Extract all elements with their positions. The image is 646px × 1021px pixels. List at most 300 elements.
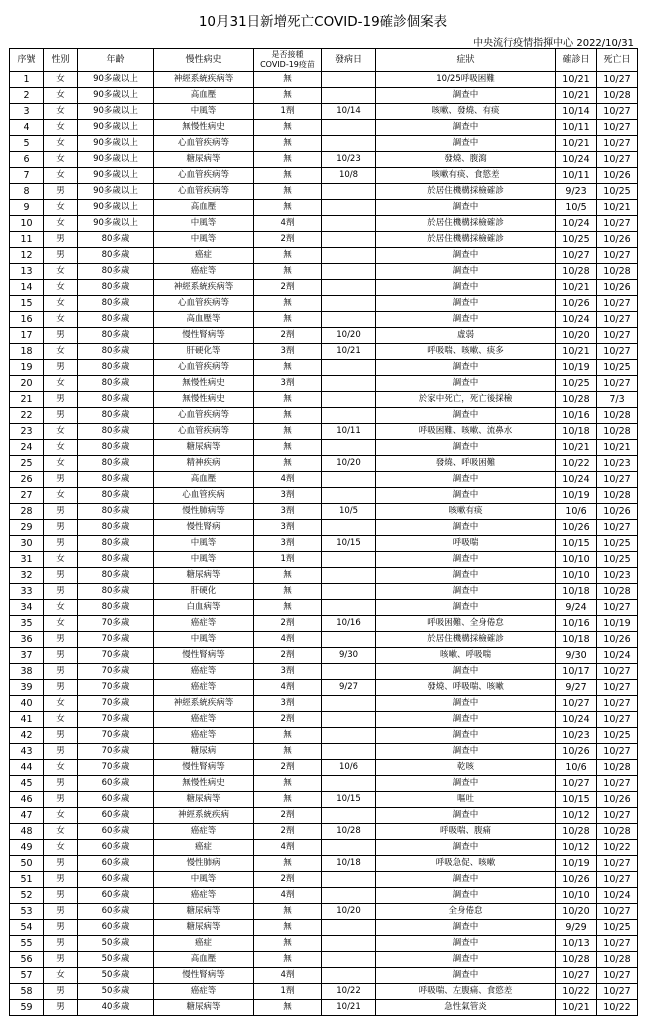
cell-confirm-date: 10/23 xyxy=(556,728,597,744)
cell-symptoms: 呼吸困難、咳嗽、流鼻水 xyxy=(376,424,556,440)
cell-sex: 男 xyxy=(44,632,78,648)
cell-death-date: 10/27 xyxy=(597,472,638,488)
cell-vaccine: 2劑 xyxy=(254,824,322,840)
cell-symptoms: 調查中 xyxy=(376,744,556,760)
cell-sex: 男 xyxy=(44,936,78,952)
cell-age: 80多歲 xyxy=(78,280,154,296)
cell-onset: 10/23 xyxy=(322,152,376,168)
cell-onset: 10/22 xyxy=(322,984,376,1000)
cell-chronic: 高血壓 xyxy=(154,200,254,216)
cell-age: 60多歲 xyxy=(78,872,154,888)
cell-confirm-date: 10/25 xyxy=(556,376,597,392)
cell-onset xyxy=(322,264,376,280)
cell-sex: 女 xyxy=(44,136,78,152)
cell-chronic: 癌症等 xyxy=(154,888,254,904)
cell-symptoms: 調查中 xyxy=(376,888,556,904)
cell-symptoms: 調查中 xyxy=(376,248,556,264)
cell-confirm-date: 10/21 xyxy=(556,88,597,104)
cell-symptoms: 10/25呼吸困難 xyxy=(376,72,556,88)
cell-confirm-date: 10/12 xyxy=(556,808,597,824)
table-row xyxy=(10,120,638,136)
cell-no: 59 xyxy=(10,1000,44,1016)
cell-death-date: 10/22 xyxy=(597,840,638,856)
cell-chronic: 慢性腎病等 xyxy=(154,648,254,664)
cell-vaccine: 無 xyxy=(254,792,322,808)
cell-death-date: 10/27 xyxy=(597,152,638,168)
cell-sex: 男 xyxy=(44,792,78,808)
cell-age: 80多歲 xyxy=(78,344,154,360)
cell-death-date: 10/27 xyxy=(597,984,638,1000)
cell-onset: 10/15 xyxy=(322,536,376,552)
cell-chronic: 糖尿病等 xyxy=(154,1000,254,1016)
cell-symptoms: 調查中 xyxy=(376,728,556,744)
cell-sex: 女 xyxy=(44,264,78,280)
cell-sex: 男 xyxy=(44,232,78,248)
cell-chronic: 糖尿病等 xyxy=(154,792,254,808)
table-row xyxy=(10,552,638,568)
cell-confirm-date: 10/27 xyxy=(556,248,597,264)
cell-no: 2 xyxy=(10,88,44,104)
cell-chronic: 神經系統疾病等 xyxy=(154,280,254,296)
cell-onset xyxy=(322,936,376,952)
cell-vaccine: 無 xyxy=(254,184,322,200)
cell-symptoms: 調查中 xyxy=(376,936,556,952)
cell-no: 6 xyxy=(10,152,44,168)
cell-vaccine: 無 xyxy=(254,856,322,872)
cell-chronic: 肝硬化 xyxy=(154,584,254,600)
cell-chronic: 心血管疾病等 xyxy=(154,168,254,184)
cell-age: 60多歲 xyxy=(78,920,154,936)
cell-onset xyxy=(322,712,376,728)
cell-onset: 10/28 xyxy=(322,824,376,840)
cell-death-date: 10/28 xyxy=(597,264,638,280)
header-confirm: 確診日 xyxy=(556,49,597,72)
cell-confirm-date: 10/18 xyxy=(556,584,597,600)
cell-confirm-date: 10/21 xyxy=(556,1000,597,1016)
cell-sex: 男 xyxy=(44,744,78,760)
cell-confirm-date: 10/21 xyxy=(556,440,597,456)
cell-death-date: 10/27 xyxy=(597,856,638,872)
cell-sex: 女 xyxy=(44,760,78,776)
cell-vaccine: 無 xyxy=(254,1000,322,1016)
cell-onset xyxy=(322,568,376,584)
cell-onset: 10/14 xyxy=(322,104,376,120)
cell-chronic: 肝硬化等 xyxy=(154,344,254,360)
cell-death-date: 10/28 xyxy=(597,424,638,440)
cell-sex: 男 xyxy=(44,648,78,664)
cell-death-date: 10/26 xyxy=(597,632,638,648)
table-row xyxy=(10,168,638,184)
cell-chronic: 癌症等 xyxy=(154,664,254,680)
cell-sex: 女 xyxy=(44,456,78,472)
cell-sex: 女 xyxy=(44,120,78,136)
cell-vaccine: 3劑 xyxy=(254,488,322,504)
cell-chronic: 癌症等 xyxy=(154,680,254,696)
cell-symptoms: 發燒、腹瀉 xyxy=(376,152,556,168)
cell-death-date: 10/25 xyxy=(597,920,638,936)
cell-death-date: 10/27 xyxy=(597,312,638,328)
cell-sex: 女 xyxy=(44,424,78,440)
cell-no: 10 xyxy=(10,216,44,232)
table-row xyxy=(10,248,638,264)
cell-age: 70多歲 xyxy=(78,760,154,776)
cell-death-date: 10/25 xyxy=(597,536,638,552)
cell-sex: 女 xyxy=(44,280,78,296)
cell-vaccine: 4劑 xyxy=(254,888,322,904)
death-case-table xyxy=(9,48,638,1016)
cell-onset: 10/20 xyxy=(322,456,376,472)
cell-symptoms: 調查中 xyxy=(376,584,556,600)
cell-no: 4 xyxy=(10,120,44,136)
cell-vaccine: 1劑 xyxy=(254,984,322,1000)
cell-confirm-date: 10/11 xyxy=(556,120,597,136)
cell-age: 90多歲以上 xyxy=(78,184,154,200)
cell-age: 70多歲 xyxy=(78,744,154,760)
cell-age: 80多歲 xyxy=(78,232,154,248)
cell-age: 80多歲 xyxy=(78,264,154,280)
cell-onset: 10/16 xyxy=(322,616,376,632)
cell-chronic: 無慢性病史 xyxy=(154,392,254,408)
cell-chronic: 慢性肺病等 xyxy=(154,504,254,520)
table-row xyxy=(10,968,638,984)
cell-no: 1 xyxy=(10,72,44,88)
cell-age: 90多歲以上 xyxy=(78,72,154,88)
cell-symptoms: 咳嗽有痰 xyxy=(376,504,556,520)
cell-vaccine: 無 xyxy=(254,776,322,792)
cell-no: 28 xyxy=(10,504,44,520)
cell-symptoms: 呼吸喘、腹痛 xyxy=(376,824,556,840)
cell-symptoms: 調查中 xyxy=(376,840,556,856)
cell-sex: 男 xyxy=(44,184,78,200)
cell-chronic: 精神疾病 xyxy=(154,456,254,472)
cell-no: 9 xyxy=(10,200,44,216)
cell-death-date: 10/27 xyxy=(597,136,638,152)
cell-death-date: 10/27 xyxy=(597,968,638,984)
cell-onset xyxy=(322,600,376,616)
cell-death-date: 10/27 xyxy=(597,104,638,120)
cell-no: 45 xyxy=(10,776,44,792)
cell-symptoms: 調查中 xyxy=(376,264,556,280)
cell-death-date: 10/28 xyxy=(597,408,638,424)
table-row xyxy=(10,88,638,104)
cell-symptoms: 調查中 xyxy=(376,968,556,984)
cell-chronic: 慢性肺病 xyxy=(154,856,254,872)
cell-onset xyxy=(322,744,376,760)
cell-age: 70多歲 xyxy=(78,712,154,728)
cell-vaccine: 3劑 xyxy=(254,344,322,360)
cell-age: 60多歲 xyxy=(78,792,154,808)
cell-sex: 男 xyxy=(44,584,78,600)
cell-age: 60多歲 xyxy=(78,888,154,904)
cell-onset xyxy=(322,200,376,216)
cell-sex: 女 xyxy=(44,200,78,216)
cell-age: 80多歲 xyxy=(78,600,154,616)
cell-symptoms: 調查中 xyxy=(376,696,556,712)
cell-chronic: 中風等 xyxy=(154,232,254,248)
cell-age: 80多歲 xyxy=(78,296,154,312)
table-row xyxy=(10,888,638,904)
table-row xyxy=(10,664,638,680)
cell-sex: 男 xyxy=(44,856,78,872)
cell-age: 80多歲 xyxy=(78,504,154,520)
cell-sex: 女 xyxy=(44,376,78,392)
cell-no: 15 xyxy=(10,296,44,312)
cell-chronic: 中風等 xyxy=(154,104,254,120)
cell-no: 21 xyxy=(10,392,44,408)
cell-sex: 女 xyxy=(44,296,78,312)
cell-death-date: 10/27 xyxy=(597,216,638,232)
cell-vaccine: 無 xyxy=(254,424,322,440)
cell-symptoms: 調查中 xyxy=(376,312,556,328)
cell-vaccine: 4劑 xyxy=(254,968,322,984)
cell-sex: 男 xyxy=(44,904,78,920)
cell-sex: 女 xyxy=(44,712,78,728)
cell-vaccine: 無 xyxy=(254,392,322,408)
cell-symptoms: 呼吸喘、左腹痛、食慾差 xyxy=(376,984,556,1000)
cell-no: 27 xyxy=(10,488,44,504)
cell-no: 36 xyxy=(10,632,44,648)
cell-chronic: 心血管疾病 xyxy=(154,488,254,504)
cell-death-date: 10/26 xyxy=(597,168,638,184)
cell-age: 90多歲以上 xyxy=(78,168,154,184)
cell-vaccine: 2劑 xyxy=(254,760,322,776)
cell-symptoms: 調查中 xyxy=(376,488,556,504)
cell-symptoms: 調查中 xyxy=(376,200,556,216)
cell-age: 60多歲 xyxy=(78,856,154,872)
cell-death-date: 10/27 xyxy=(597,744,638,760)
table-row xyxy=(10,312,638,328)
cell-no: 5 xyxy=(10,136,44,152)
header-age: 年齡 xyxy=(78,49,154,72)
cell-death-date: 10/26 xyxy=(597,232,638,248)
cell-age: 80多歲 xyxy=(78,520,154,536)
cell-death-date: 10/27 xyxy=(597,808,638,824)
cell-onset xyxy=(322,968,376,984)
table-row xyxy=(10,920,638,936)
cell-no: 37 xyxy=(10,648,44,664)
cell-age: 80多歲 xyxy=(78,392,154,408)
cell-symptoms: 調查中 xyxy=(376,408,556,424)
page-title: 10月31日新增死亡COVID-19確診個案表 xyxy=(198,14,448,30)
header-vaccine-line1: 是否接種 xyxy=(271,50,304,59)
cell-symptoms: 乾咳 xyxy=(376,760,556,776)
cell-age: 60多歲 xyxy=(78,824,154,840)
cell-no: 49 xyxy=(10,840,44,856)
cell-confirm-date: 10/28 xyxy=(556,264,597,280)
cell-age: 70多歲 xyxy=(78,648,154,664)
cell-vaccine: 1劑 xyxy=(254,552,322,568)
table-row xyxy=(10,504,638,520)
cell-sex: 女 xyxy=(44,440,78,456)
cell-onset xyxy=(322,136,376,152)
cell-chronic: 慢性腎病 xyxy=(154,520,254,536)
table-row xyxy=(10,328,638,344)
cell-vaccine: 3劑 xyxy=(254,664,322,680)
cell-age: 80多歲 xyxy=(78,408,154,424)
cell-onset: 10/8 xyxy=(322,168,376,184)
table-row xyxy=(10,840,638,856)
cell-age: 80多歲 xyxy=(78,248,154,264)
cell-onset: 10/18 xyxy=(322,856,376,872)
table-row xyxy=(10,600,638,616)
header-chronic: 慢性病史 xyxy=(154,49,254,72)
cell-symptoms: 調查中 xyxy=(376,952,556,968)
cell-onset xyxy=(322,232,376,248)
cell-vaccine: 無 xyxy=(254,440,322,456)
cell-onset xyxy=(322,184,376,200)
cell-sex: 女 xyxy=(44,488,78,504)
table-row xyxy=(10,616,638,632)
cell-confirm-date: 10/26 xyxy=(556,872,597,888)
table-row xyxy=(10,648,638,664)
cell-confirm-date: 10/19 xyxy=(556,488,597,504)
cell-death-date: 7/3 xyxy=(597,392,638,408)
cell-onset: 10/21 xyxy=(322,344,376,360)
cell-no: 23 xyxy=(10,424,44,440)
cell-vaccine: 2劑 xyxy=(254,808,322,824)
cell-chronic: 癌症 xyxy=(154,840,254,856)
cell-confirm-date: 10/19 xyxy=(556,856,597,872)
cell-no: 52 xyxy=(10,888,44,904)
cell-confirm-date: 10/6 xyxy=(556,504,597,520)
cell-age: 90多歲以上 xyxy=(78,120,154,136)
cell-onset xyxy=(322,872,376,888)
cell-onset xyxy=(322,584,376,600)
table-row xyxy=(10,392,638,408)
cell-chronic: 高血壓 xyxy=(154,952,254,968)
cell-chronic: 無慢性病史 xyxy=(154,120,254,136)
header-death: 死亡日 xyxy=(597,49,638,72)
table-row xyxy=(10,792,638,808)
cell-sex: 男 xyxy=(44,728,78,744)
cell-vaccine: 2劑 xyxy=(254,712,322,728)
cell-death-date: 10/27 xyxy=(597,712,638,728)
cell-age: 80多歲 xyxy=(78,472,154,488)
cell-death-date: 10/27 xyxy=(597,904,638,920)
cell-chronic: 中風等 xyxy=(154,552,254,568)
table-row xyxy=(10,728,638,744)
cell-no: 56 xyxy=(10,952,44,968)
cell-confirm-date: 10/17 xyxy=(556,664,597,680)
cell-confirm-date: 10/16 xyxy=(556,408,597,424)
cell-confirm-date: 10/5 xyxy=(556,200,597,216)
table-row xyxy=(10,344,638,360)
cell-no: 3 xyxy=(10,104,44,120)
cell-age: 70多歲 xyxy=(78,632,154,648)
cell-no: 31 xyxy=(10,552,44,568)
cell-sex: 女 xyxy=(44,216,78,232)
cell-chronic: 癌症 xyxy=(154,936,254,952)
cell-symptoms: 咳嗽、呼吸喘 xyxy=(376,648,556,664)
cell-death-date: 10/25 xyxy=(597,728,638,744)
cell-no: 55 xyxy=(10,936,44,952)
cell-onset xyxy=(322,360,376,376)
cell-vaccine: 2劑 xyxy=(254,232,322,248)
cell-age: 60多歲 xyxy=(78,776,154,792)
cell-sex: 男 xyxy=(44,984,78,1000)
table-row xyxy=(10,824,638,840)
cell-chronic: 無慢性病史 xyxy=(154,776,254,792)
cell-no: 39 xyxy=(10,680,44,696)
cell-chronic: 癌症 xyxy=(154,248,254,264)
cell-no: 44 xyxy=(10,760,44,776)
cell-confirm-date: 10/26 xyxy=(556,520,597,536)
table-row xyxy=(10,136,638,152)
cell-onset xyxy=(322,408,376,424)
cell-confirm-date: 9/23 xyxy=(556,184,597,200)
cell-symptoms: 虛弱 xyxy=(376,328,556,344)
cell-age: 80多歲 xyxy=(78,360,154,376)
cell-onset xyxy=(322,488,376,504)
cell-confirm-date: 10/10 xyxy=(556,568,597,584)
cell-vaccine: 無 xyxy=(254,952,322,968)
cell-sex: 女 xyxy=(44,104,78,120)
cell-death-date: 10/25 xyxy=(597,360,638,376)
cell-no: 8 xyxy=(10,184,44,200)
cell-vaccine: 4劑 xyxy=(254,840,322,856)
cell-confirm-date: 10/26 xyxy=(556,744,597,760)
cell-sex: 女 xyxy=(44,840,78,856)
table-row xyxy=(10,184,638,200)
cell-death-date: 10/27 xyxy=(597,696,638,712)
cell-no: 20 xyxy=(10,376,44,392)
cell-symptoms: 發燒、呼吸困難 xyxy=(376,456,556,472)
cell-vaccine: 無 xyxy=(254,904,322,920)
header-onset: 發病日 xyxy=(322,49,376,72)
cell-symptoms: 調查中 xyxy=(376,600,556,616)
table-row xyxy=(10,856,638,872)
cell-vaccine: 2劑 xyxy=(254,616,322,632)
cell-no: 40 xyxy=(10,696,44,712)
cell-death-date: 10/28 xyxy=(597,952,638,968)
table-row xyxy=(10,520,638,536)
cell-no: 30 xyxy=(10,536,44,552)
cell-death-date: 10/24 xyxy=(597,888,638,904)
cell-chronic: 癌症等 xyxy=(154,264,254,280)
cell-age: 80多歲 xyxy=(78,488,154,504)
cell-age: 70多歲 xyxy=(78,728,154,744)
cell-death-date: 10/27 xyxy=(597,344,638,360)
cell-vaccine: 2劑 xyxy=(254,328,322,344)
cell-sex: 女 xyxy=(44,168,78,184)
cell-symptoms: 調查中 xyxy=(376,280,556,296)
cell-age: 90多歲以上 xyxy=(78,152,154,168)
cell-sex: 女 xyxy=(44,808,78,824)
cell-sex: 女 xyxy=(44,616,78,632)
cell-no: 43 xyxy=(10,744,44,760)
cell-age: 60多歲 xyxy=(78,808,154,824)
issuer-and-date: 中央流行疫情指揮中心 2022/10/31 xyxy=(473,38,634,49)
cell-chronic: 癌症等 xyxy=(154,984,254,1000)
cell-confirm-date: 10/18 xyxy=(556,632,597,648)
cell-confirm-date: 10/24 xyxy=(556,472,597,488)
cell-onset xyxy=(322,88,376,104)
cell-death-date: 10/25 xyxy=(597,184,638,200)
cell-confirm-date: 10/27 xyxy=(556,968,597,984)
cell-symptoms: 急性氣管炎 xyxy=(376,1000,556,1016)
cell-sex: 男 xyxy=(44,408,78,424)
cell-death-date: 10/27 xyxy=(597,600,638,616)
cell-vaccine: 無 xyxy=(254,264,322,280)
cell-vaccine: 無 xyxy=(254,120,322,136)
cell-symptoms: 調查中 xyxy=(376,808,556,824)
cell-symptoms: 發燒、呼吸喘、咳嗽 xyxy=(376,680,556,696)
header-vaccine xyxy=(254,49,322,72)
cell-vaccine: 4劑 xyxy=(254,472,322,488)
table-row xyxy=(10,776,638,792)
cell-sex: 男 xyxy=(44,952,78,968)
cell-age: 50多歲 xyxy=(78,936,154,952)
